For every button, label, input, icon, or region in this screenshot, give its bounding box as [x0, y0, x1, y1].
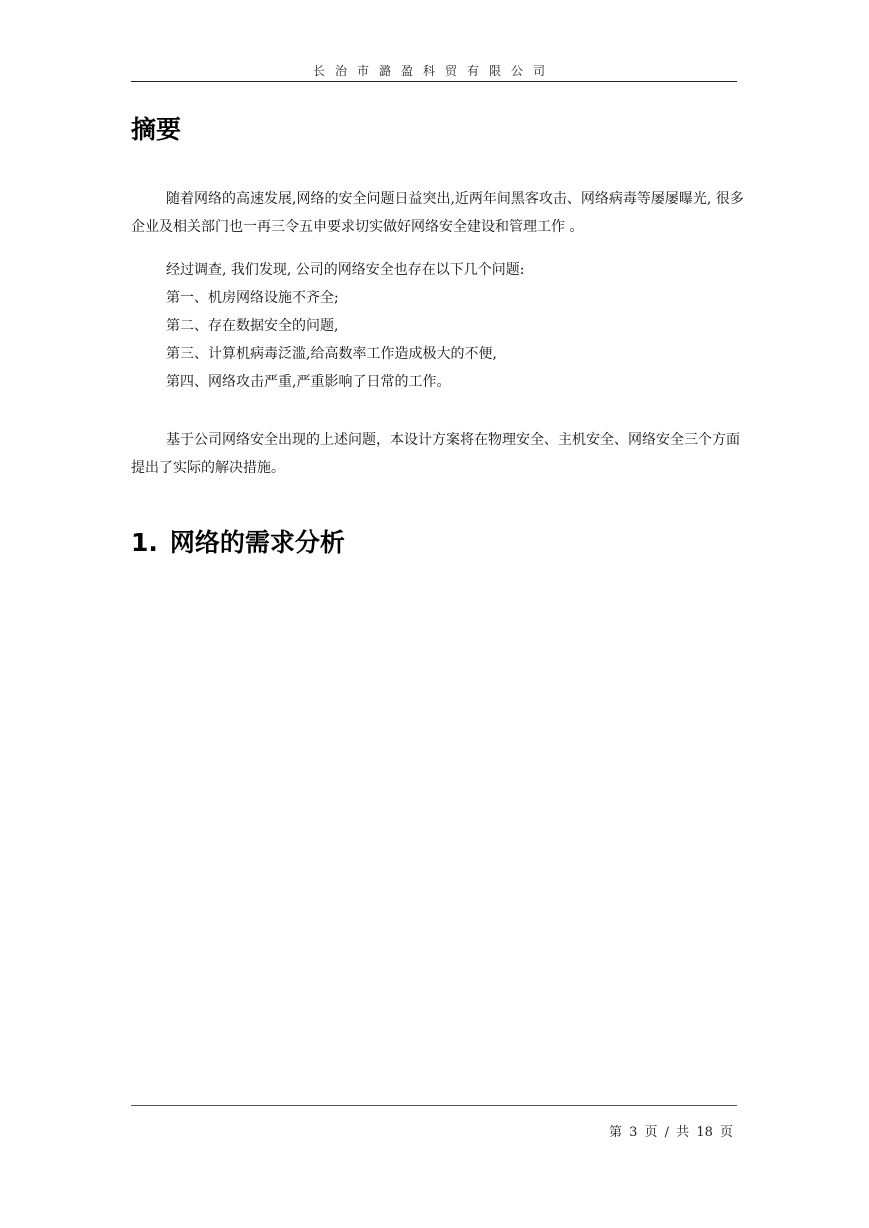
list-item: 第三、计算机病毒泛滥,给高数率工作造成极大的不便, [166, 346, 497, 362]
paragraph-text: 基于公司网络安全出现的上述问题，本设计方案将在物理安全、主机安全、网络安全三个方面提出了实际的解决措施。 [131, 432, 740, 476]
section-heading [131, 523, 345, 559]
abstract-paragraph-2 [131, 256, 745, 396]
page-header: 长治市潞盈科贸有限公司 [312, 64, 555, 78]
page-number: 第 3 页 / 共 18 页 [609, 1125, 733, 1140]
section-number: 1. [131, 528, 158, 557]
list-item: 第一、机房网络设施不齐全; [166, 290, 339, 306]
list-item: 第四、网络攻击严重,严重影响了日常的工作。 [166, 374, 451, 390]
abstract-title: 摘要 [131, 115, 182, 144]
abstract-paragraph-3 [131, 426, 745, 482]
paragraph-text: 随着网络的高速发展,网络的安全问题日益突出,近两年间黑客攻击、网络病毒等屡屡曝光, 很多企业及相关部门也一再三令五申要求切实做好网络安全建设和管理工作 。 [131, 191, 744, 235]
abstract-paragraph-1 [131, 185, 745, 241]
list-item: 第二、存在数据安全的问题, [166, 318, 339, 334]
footer-divider [131, 1105, 737, 1106]
section-title: 网络的需求分析 [169, 528, 345, 557]
paragraph-line: 经过调查, 我们发现, 公司的网络安全也存在以下几个问题: [166, 262, 525, 278]
header-divider [131, 81, 737, 82]
